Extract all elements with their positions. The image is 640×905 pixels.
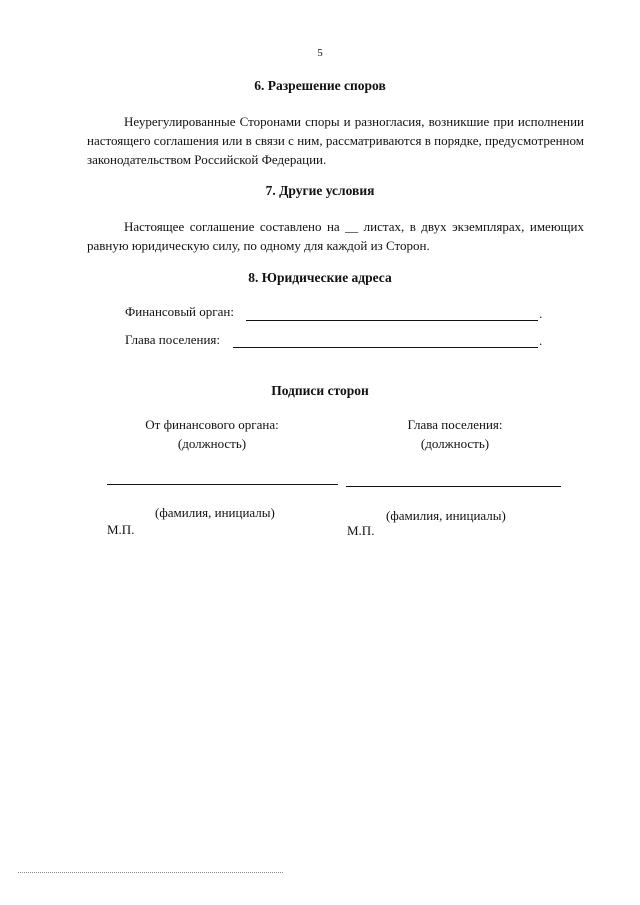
left-signature-line (107, 484, 338, 485)
right-party-block (355, 415, 555, 453)
right-party-position: (должность) (420, 436, 490, 451)
left-party-position: (должность) (177, 436, 247, 451)
signatures-title: Подписи сторон (271, 383, 369, 398)
settlement-head-label: Глава поселения: (125, 332, 221, 347)
right-party-label: Глава поселения: (407, 417, 503, 432)
section-7-title: 7. Другие условия (265, 183, 375, 198)
left-party-label: От финансового органа: (145, 417, 279, 432)
page-number: 5 (317, 47, 323, 59)
right-signature-line (346, 486, 561, 487)
left-name-hint: (фамилия, инициалы) (155, 505, 275, 520)
left-stamp-place: М.П. (107, 522, 135, 537)
section-6-title: 6. Разрешение споров (254, 78, 386, 93)
financial-body-label: Финансовый орган: (125, 304, 234, 319)
section-7-text: Настоящее соглашение составлено на __ листах, в двух экземплярах, имеющих равную юридическую силу, по одному для каждой из Сторон. (87, 219, 584, 253)
section-8-title: 8. Юридические адреса (248, 270, 392, 285)
right-stamp-place: М.П. (347, 523, 375, 538)
right-name-hint: (фамилия, инициалы) (386, 508, 506, 523)
financial-body-dot: . (539, 306, 543, 321)
left-party-block (112, 415, 312, 453)
section-6-text: Неурегулированные Сторонами споры и разногласия, возникшие при исполнении настоящего соглашения или в связи с ним, рассматриваются в порядке, предусмотренном законодательством Российской Федерации. (87, 114, 584, 167)
settlement-head-dot: . (539, 333, 543, 348)
financial-body-address-line (246, 320, 538, 321)
scan-artifact-line (18, 872, 283, 873)
settlement-head-address-line (233, 347, 538, 348)
